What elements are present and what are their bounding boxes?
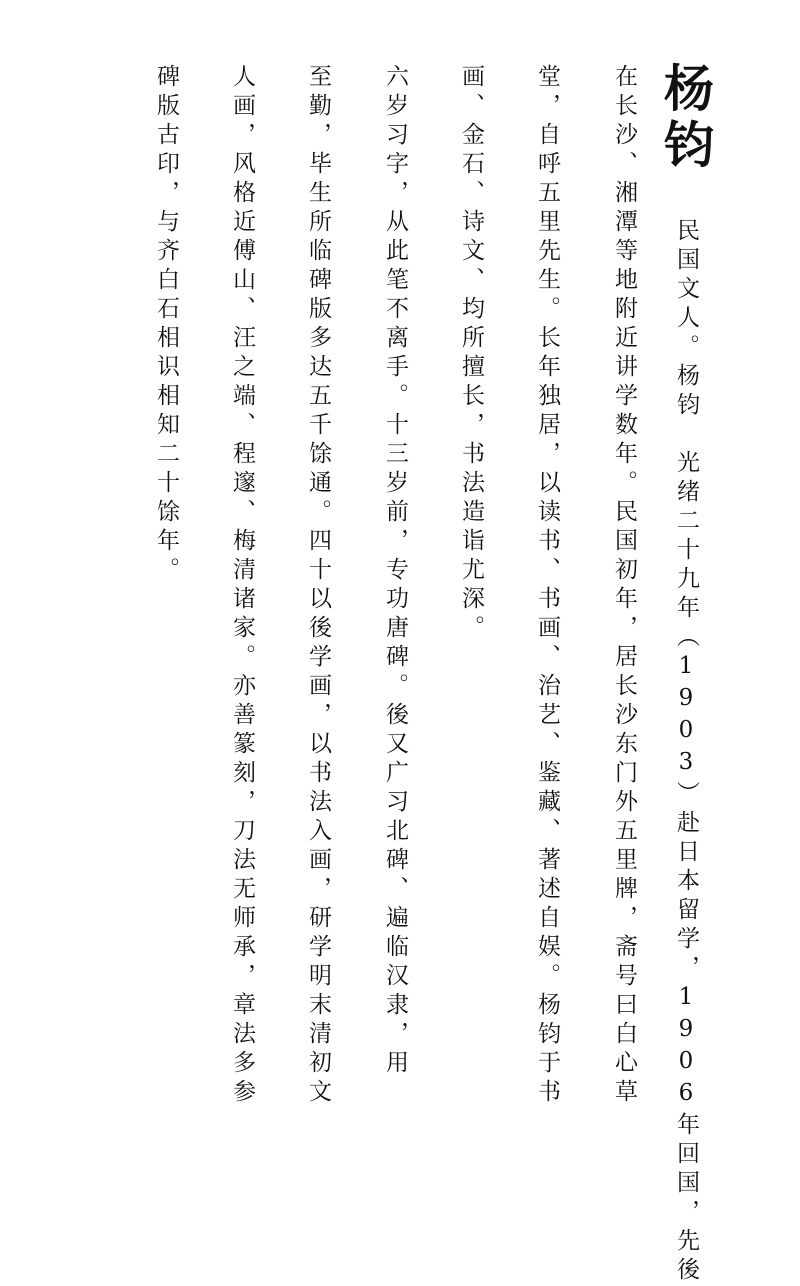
text-column-6: 至勤，毕生所临碑版多达五千馀通。四十以後学画，以书法入画，研学明末清初文 [305, 64, 331, 1108]
text-column-7: 人画，风格近傅山、汪之端、程邃、梅清诸家。亦善篆刻，刀法无师承，章法多参 [229, 64, 255, 1108]
text-column-2: 在长沙、湘潭等地附近讲学数年。民国初年，居长沙东门外五里牌，斋号曰白心草 [611, 64, 637, 1108]
text-column-1: 民国文人。杨钧 光绪二十九年（1903）赴日本留学，1906年回国，先後 [673, 218, 699, 1286]
page-title: 杨钧 [656, 62, 715, 174]
text-column-8: 碑版古印，与齐白石相识相知二十馀年。 [153, 64, 179, 586]
text-column-3: 堂，自呼五里先生。长年独居，以读书、书画、治艺、鉴藏、著述自娱。杨钧于书 [534, 64, 560, 1108]
text-column-4: 画、金石、诗文、均所擅长，书法造诣尤深。 [458, 64, 484, 644]
text-column-5: 六岁习字，从此笔不离手。十三岁前，专功唐碑。後又广习北碑、遍临汉隶，用 [382, 64, 408, 1079]
